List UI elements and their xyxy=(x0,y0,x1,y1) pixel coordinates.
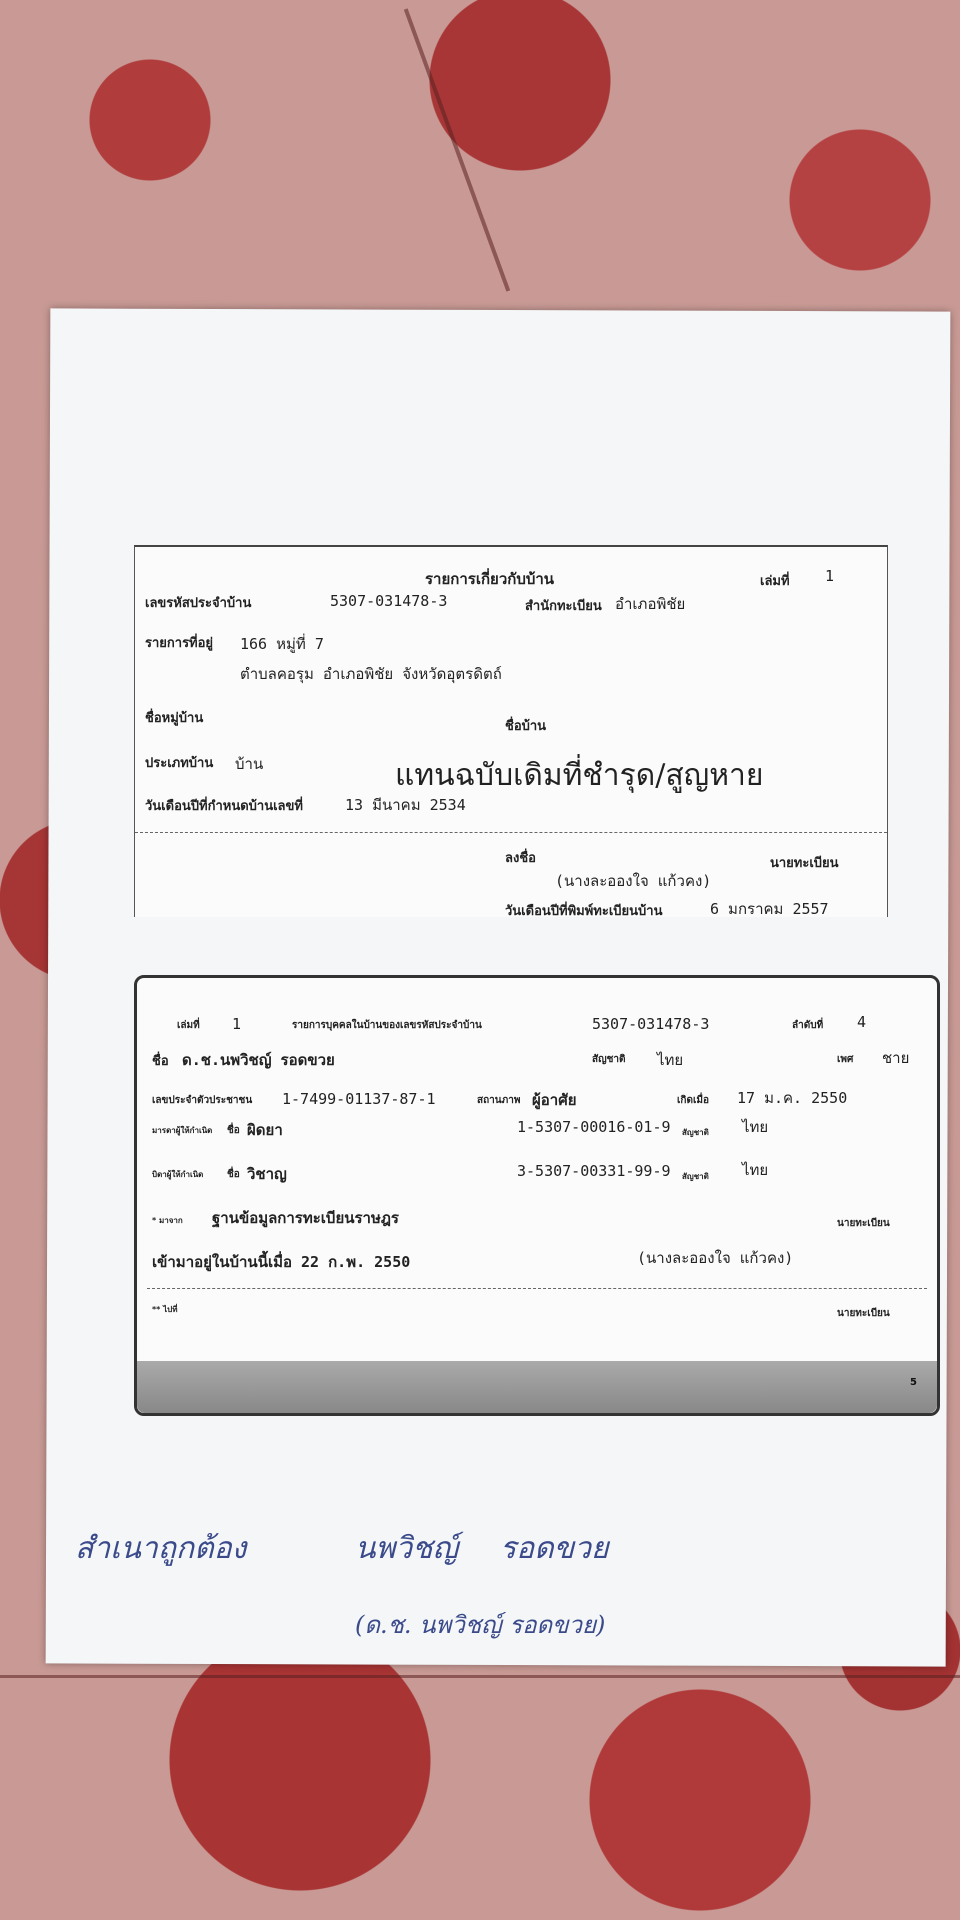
from-source: ฐานข้อมูลการทะเบียนราษฎร xyxy=(212,1209,399,1227)
mother-name-label: ชื่อ xyxy=(227,1125,240,1136)
house-id: 5307-031478-3 xyxy=(592,1015,710,1033)
born-label: เกิดเมื่อ xyxy=(677,1095,709,1106)
registrar-name: (นางละอองใจ แก้วคง) xyxy=(555,872,712,890)
registrar-label: นายทะเบียน xyxy=(770,856,839,871)
divider xyxy=(147,1288,927,1289)
village-label: ชื่อหมู่บ้าน xyxy=(145,711,204,726)
house-info-card xyxy=(134,545,888,917)
moved-in: เข้ามาอยู่ในบ้านนี้เมื่อ 22 ก.พ. 2550 xyxy=(152,1253,411,1271)
book-number: 1 xyxy=(232,1015,242,1033)
registrar-label: นายทะเบียน xyxy=(837,1218,890,1229)
from-label: * มาจาก xyxy=(152,1216,183,1225)
printed-date: 6 มกราคม 2557 xyxy=(710,900,829,918)
mother-name: ผิดยา xyxy=(247,1121,283,1139)
book-label: เล่มที่ xyxy=(177,1020,200,1031)
address-label: รายการที่อยู่ xyxy=(145,636,214,651)
name-label: ชื่อ xyxy=(152,1054,169,1069)
sign-label: ลงชื่อ xyxy=(505,851,536,866)
registrar-label-2: นายทะเบียน xyxy=(837,1308,890,1319)
address-line1: 166 หมู่ที่ 7 xyxy=(240,635,324,653)
mother-nationality: ไทย xyxy=(742,1118,769,1136)
mother-nationality-label: สัญชาติ xyxy=(682,1128,709,1137)
id-label: เลขประจำตัวประชาชน xyxy=(152,1095,253,1106)
handwriting-surname: รอดขวย xyxy=(500,1531,609,1566)
house-name-label: ชื่อบ้าน xyxy=(505,719,547,734)
page-number: 5 xyxy=(910,1377,917,1388)
father-nationality: ไทย xyxy=(742,1161,769,1179)
person-info-card xyxy=(134,975,940,1416)
father-nationality-label: สัญชาติ xyxy=(682,1172,709,1181)
registrar-name: (นางละอองใจ แก้วคง) xyxy=(637,1249,794,1267)
status-label: สถานภาพ xyxy=(477,1095,521,1106)
replacement-stamp: แทนฉบับเดิมที่ชำรุด/สูญหาย xyxy=(395,758,764,793)
order-number: 4 xyxy=(857,1013,867,1031)
office: อำเภอพิชัย xyxy=(615,595,686,613)
order-label: ลำดับที่ xyxy=(792,1020,824,1031)
address-line2: ตำบลคอรุม อำเภอพิชัย จังหวัดอุตรดิตถ์ xyxy=(240,665,502,683)
mother-id: 1-5307-00016-01-9 xyxy=(517,1118,671,1136)
handwriting-certified: สำเนาถูกต้อง xyxy=(75,1531,247,1566)
sex-label: เพศ xyxy=(837,1054,854,1065)
house-id: 5307-031478-3 xyxy=(330,592,448,610)
handwriting-name-printed: (ด.ช. นพวิชญ์ รอดขวย) xyxy=(355,1611,606,1639)
moved-out-label: ** ไปที่ xyxy=(152,1305,178,1314)
assigned-date-label: วันเดือนปีที่กำหนดบ้านเลขที่ xyxy=(145,799,303,814)
office-label: สำนักทะเบียน xyxy=(525,599,602,614)
house-id-label: เลขรหัสประจำบ้าน xyxy=(145,596,252,611)
sex: ชาย xyxy=(882,1049,910,1067)
assigned-date: 13 มีนาคม 2534 xyxy=(345,796,466,814)
house-type-label: ประเภทบ้าน xyxy=(145,756,214,771)
born-date: 17 ม.ค. 2550 xyxy=(737,1089,848,1107)
card-footer-bar xyxy=(137,1361,937,1413)
house-type: บ้าน xyxy=(235,755,264,773)
mother-label: มารดาผู้ให้กำเนิด xyxy=(152,1126,213,1135)
card-title: รายการเกี่ยวกับบ้าน xyxy=(425,570,555,588)
person-name: ด.ช.นพวิชญ์ รอดขวย xyxy=(182,1051,335,1069)
nationality: ไทย xyxy=(657,1051,684,1069)
card-title: รายการบุคคลในบ้านของเลขรหัสประจำบ้าน xyxy=(292,1020,482,1031)
book-number: 1 xyxy=(825,567,835,585)
father-label: บิดาผู้ให้กำเนิด xyxy=(152,1170,204,1179)
book-label: เล่มที่ xyxy=(760,574,790,589)
id-number: 1-7499-01137-87-1 xyxy=(282,1090,436,1108)
father-name: วิชาญ xyxy=(247,1165,287,1183)
tile-seam xyxy=(0,1675,960,1678)
printed-date-label: วันเดือนปีที่พิมพ์ทะเบียนบ้าน xyxy=(505,904,663,919)
father-name-label: ชื่อ xyxy=(227,1169,240,1180)
tile-seam xyxy=(404,8,510,291)
nationality-label: สัญชาติ xyxy=(592,1054,626,1065)
status: ผู้อาศัย xyxy=(532,1091,577,1109)
father-id: 3-5307-00331-99-9 xyxy=(517,1162,671,1180)
divider xyxy=(135,832,887,833)
handwriting-first-name: นพวิชญ์ xyxy=(355,1531,459,1566)
